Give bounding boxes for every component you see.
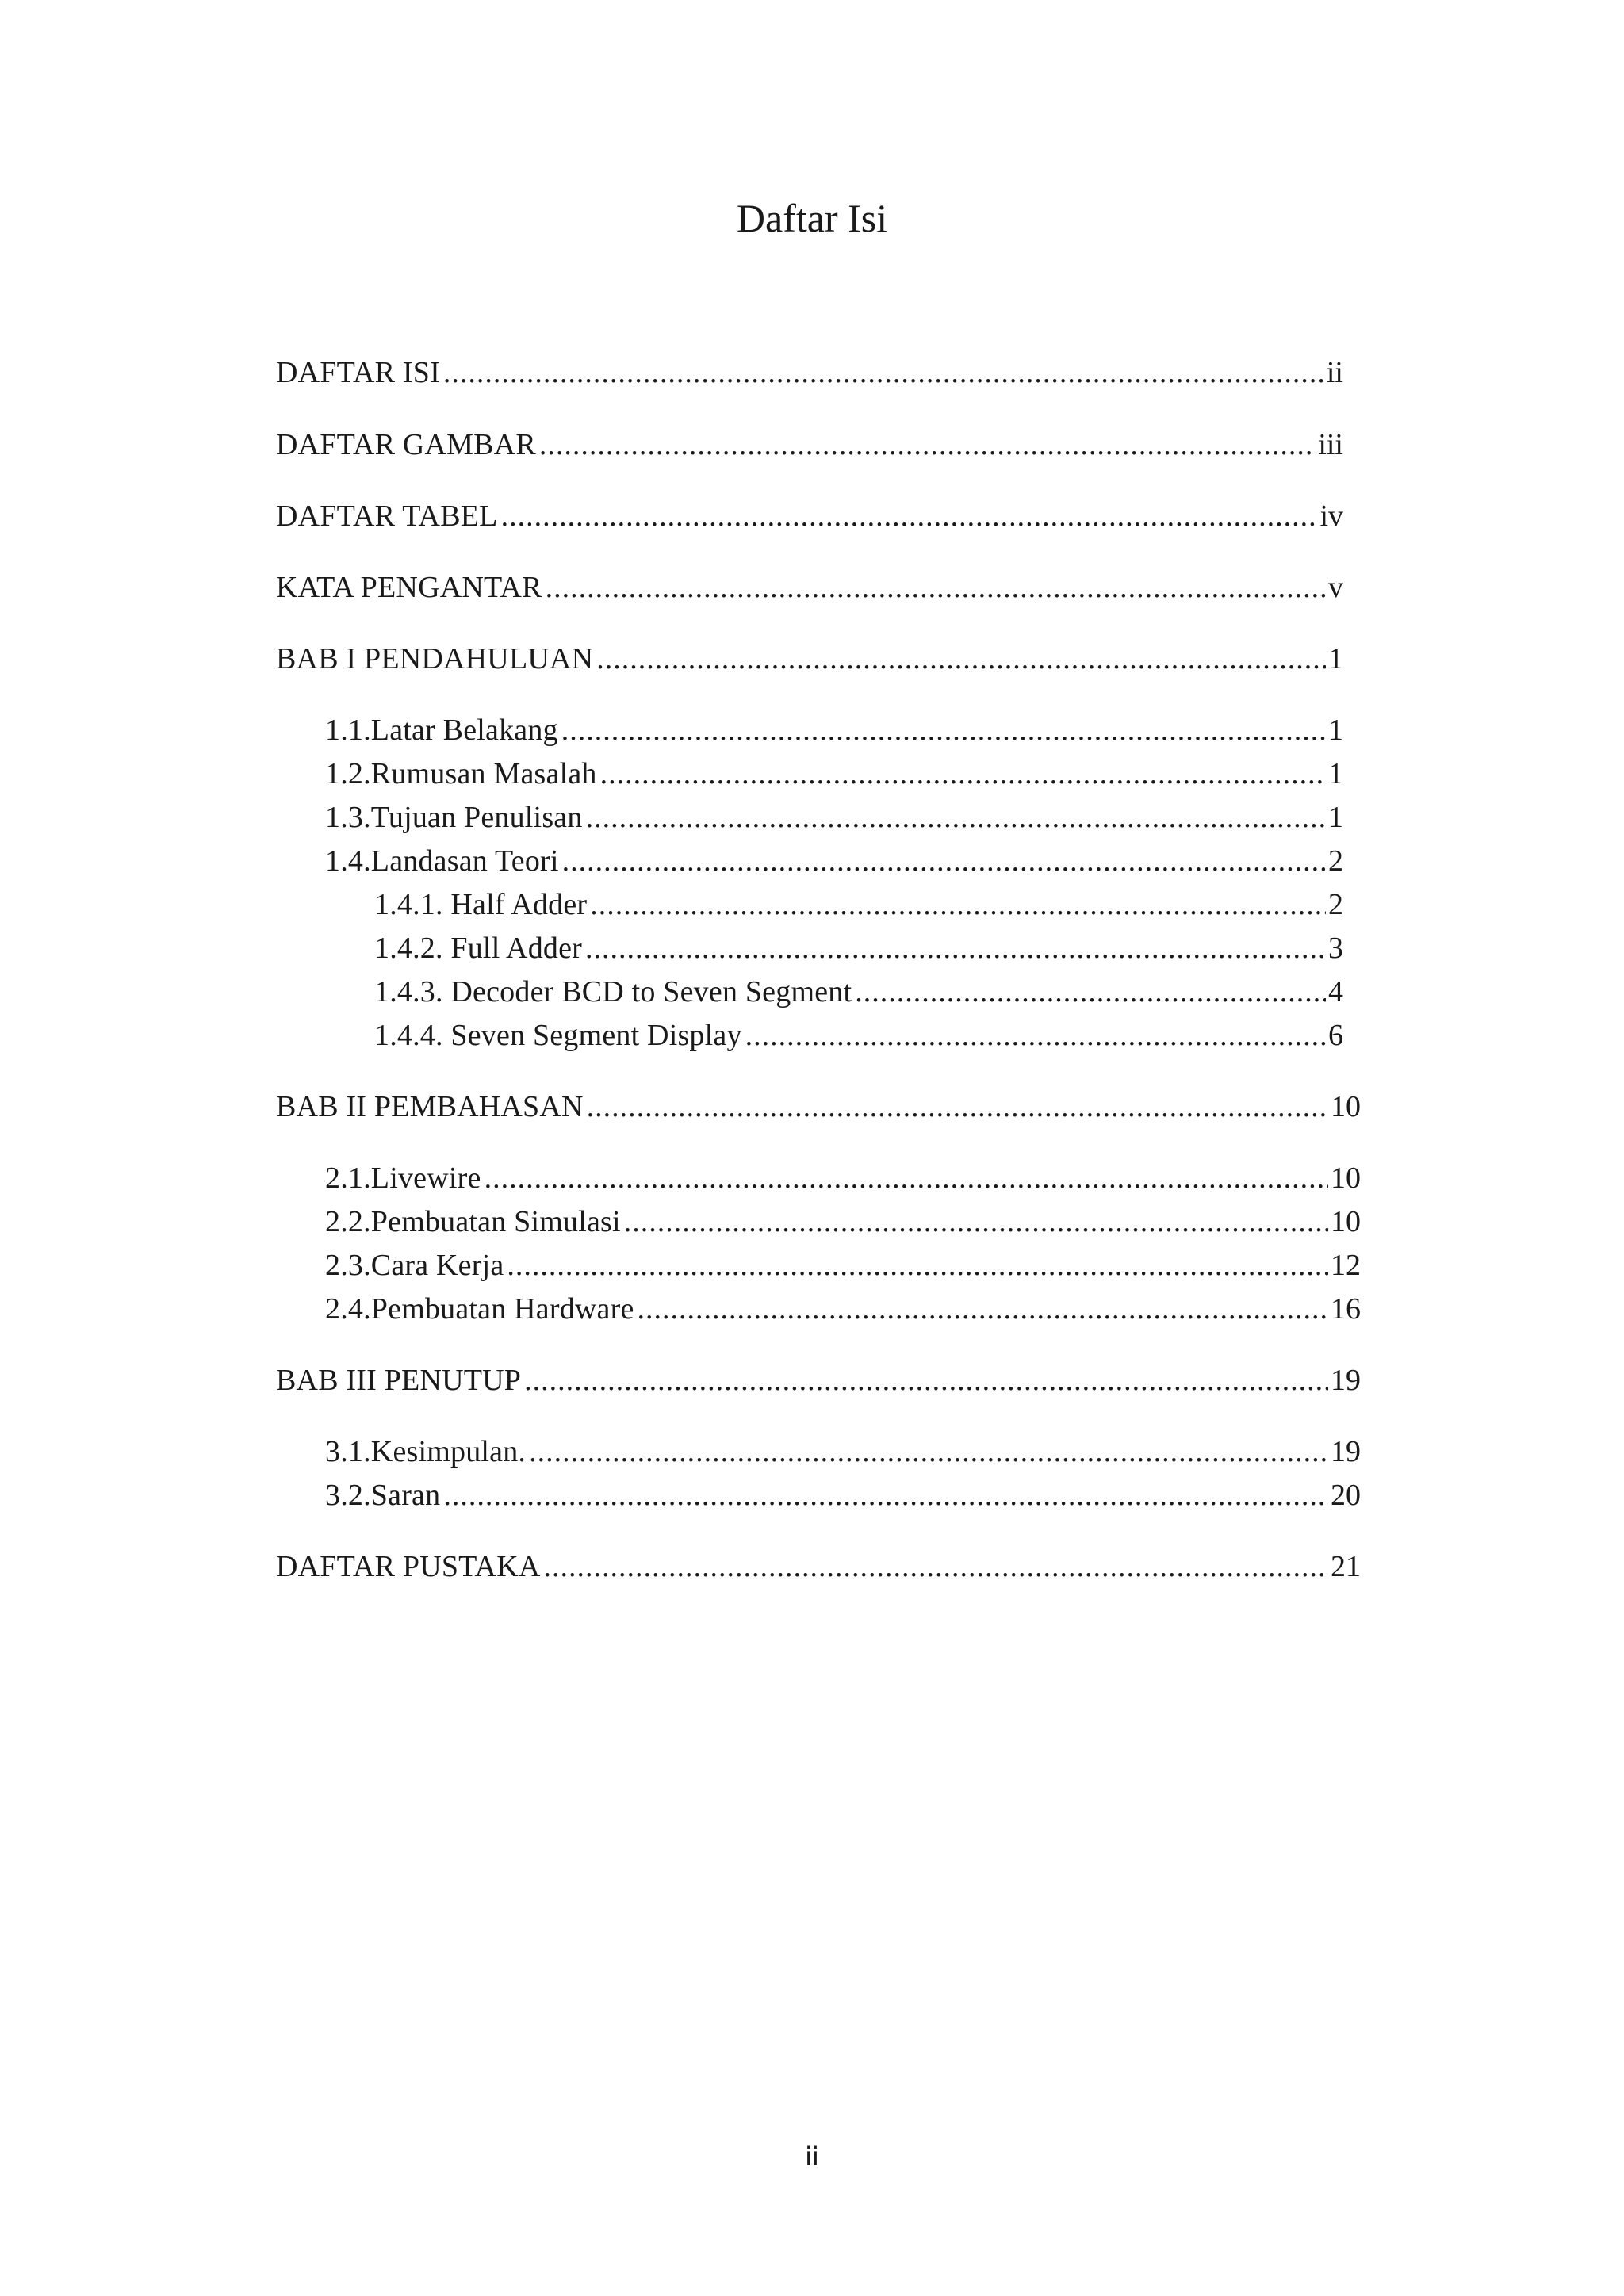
toc-entry-label: BAB III PENUTUP xyxy=(276,1364,522,1397)
toc-entry-page: 16 xyxy=(1331,1292,1361,1326)
toc-entry-page: 10 xyxy=(1331,1090,1361,1123)
toc-entry-1-2[interactable] xyxy=(325,755,1343,793)
toc-entry-page: 10 xyxy=(1331,1161,1361,1195)
toc-entry-daftar-tabel[interactable] xyxy=(276,497,1343,535)
toc-entry-page: v xyxy=(1328,571,1343,604)
toc-entry-page: 19 xyxy=(1331,1435,1361,1468)
toc-entry-label: 2.2.Pembuatan Simulasi xyxy=(325,1205,621,1238)
toc-dot-leader xyxy=(529,1433,1328,1471)
toc-dot-leader xyxy=(562,842,1326,880)
toc-dot-leader xyxy=(485,1159,1328,1197)
toc-entry-page: iv xyxy=(1320,499,1343,533)
toc-entry-1-3[interactable] xyxy=(325,798,1343,836)
toc-dot-leader xyxy=(600,755,1326,793)
toc-dot-leader xyxy=(543,1548,1328,1586)
toc-entry-1-4-4[interactable] xyxy=(374,1016,1343,1054)
toc-entry-label: 2.4.Pembuatan Hardware xyxy=(325,1292,634,1326)
toc-entry-label: BAB I PENDAHULUAN xyxy=(276,642,594,675)
toc-entry-3-1[interactable] xyxy=(325,1433,1361,1471)
toc-entry-page: 12 xyxy=(1331,1249,1361,1282)
toc-entry-label: 1.4.2. Full Adder xyxy=(374,932,583,965)
toc-entry-bab-3[interactable] xyxy=(276,1361,1361,1399)
toc-dot-leader xyxy=(596,640,1326,678)
toc-entry-page: 1 xyxy=(1328,801,1343,834)
toc-entry-1-1[interactable] xyxy=(325,711,1343,749)
toc-dot-leader xyxy=(546,568,1326,607)
toc-entry-bab-1[interactable] xyxy=(276,640,1343,678)
toc-entry-label: DAFTAR PUSTAKA xyxy=(276,1550,541,1583)
toc-dot-leader xyxy=(539,426,1316,464)
toc-dot-leader xyxy=(443,354,1324,392)
toc-entry-1-4-3[interactable] xyxy=(374,973,1343,1011)
toc-entry-label: 3.1.Kesimpulan. xyxy=(325,1435,527,1468)
toc-entry-page: 2 xyxy=(1328,844,1343,878)
toc-dot-leader xyxy=(501,497,1318,535)
toc-entry-page: iii xyxy=(1318,428,1343,461)
toc-dot-leader xyxy=(745,1016,1326,1054)
toc-entry-page: 21 xyxy=(1331,1550,1361,1583)
toc-entry-label: 1.4.4. Seven Segment Display xyxy=(374,1019,742,1052)
toc-entry-page: ii xyxy=(1326,356,1343,389)
toc-entry-daftar-pustaka[interactable] xyxy=(276,1548,1361,1586)
toc-entry-label: 1.4.Landasan Teori xyxy=(325,844,559,878)
toc-entry-page: 1 xyxy=(1328,757,1343,790)
toc-dot-leader xyxy=(624,1203,1328,1241)
toc-dot-leader xyxy=(855,973,1326,1011)
toc-entry-page: 2 xyxy=(1328,888,1343,921)
toc-entry-daftar-isi[interactable] xyxy=(276,354,1343,392)
toc-dot-leader xyxy=(507,1246,1328,1284)
toc-entry-label: 1.1.Latar Belakang xyxy=(325,714,558,747)
toc-entry-label: BAB II PEMBAHASAN xyxy=(276,1090,584,1123)
toc-entry-label: 2.3.Cara Kerja xyxy=(325,1249,504,1282)
page-title: Daftar Isi xyxy=(736,196,888,240)
toc-entry-2-1[interactable] xyxy=(325,1159,1361,1197)
toc-entry-page: 19 xyxy=(1331,1364,1361,1397)
toc-dot-leader xyxy=(586,798,1326,836)
toc-entry-page: 10 xyxy=(1331,1205,1361,1238)
toc-entry-label: KATA PENGANTAR xyxy=(276,571,542,604)
toc-entry-label: 3.2.Saran xyxy=(325,1479,441,1512)
toc-entry-page: 1 xyxy=(1328,642,1343,675)
toc-entry-label: DAFTAR GAMBAR xyxy=(276,428,536,461)
toc-entry-1-4-1[interactable] xyxy=(374,886,1343,924)
toc-entry-page: 6 xyxy=(1328,1019,1343,1052)
toc-entry-2-3[interactable] xyxy=(325,1246,1361,1284)
toc-dot-leader xyxy=(443,1476,1328,1514)
toc-entry-label: 1.4.3. Decoder BCD to Seven Segment xyxy=(374,975,852,1008)
toc-entry-label: DAFTAR TABEL xyxy=(276,499,498,533)
toc-entry-1-4-2[interactable] xyxy=(374,929,1343,967)
toc-dot-leader xyxy=(561,711,1326,749)
page-number: ii xyxy=(805,2141,819,2172)
toc-dot-leader xyxy=(524,1361,1328,1399)
toc-entry-2-4[interactable] xyxy=(325,1290,1361,1328)
toc-entry-label: 1.4.1. Half Adder xyxy=(374,888,588,921)
toc-entry-label: 1.2.Rumusan Masalah xyxy=(325,757,597,790)
toc-dot-leader xyxy=(585,929,1326,967)
toc-entry-page: 3 xyxy=(1328,932,1343,965)
toc-entry-label: DAFTAR ISI xyxy=(276,356,440,389)
toc-entry-daftar-gambar[interactable] xyxy=(276,426,1343,464)
toc-entry-kata-pengantar[interactable] xyxy=(276,568,1343,607)
toc-entry-bab-2[interactable] xyxy=(276,1088,1361,1126)
toc-entry-page: 20 xyxy=(1331,1479,1361,1512)
toc-dot-leader xyxy=(590,886,1326,924)
toc-dot-leader xyxy=(587,1088,1328,1126)
toc-dot-leader xyxy=(638,1290,1328,1328)
toc-entry-page: 4 xyxy=(1328,975,1343,1008)
toc-entry-1-4[interactable] xyxy=(325,842,1343,880)
toc-entry-label: 1.3.Tujuan Penulisan xyxy=(325,801,583,834)
toc-entry-label: 2.1.Livewire xyxy=(325,1161,481,1195)
toc-entry-3-2[interactable] xyxy=(325,1476,1361,1514)
toc-entry-2-2[interactable] xyxy=(325,1203,1361,1241)
toc-entry-page: 1 xyxy=(1328,714,1343,747)
